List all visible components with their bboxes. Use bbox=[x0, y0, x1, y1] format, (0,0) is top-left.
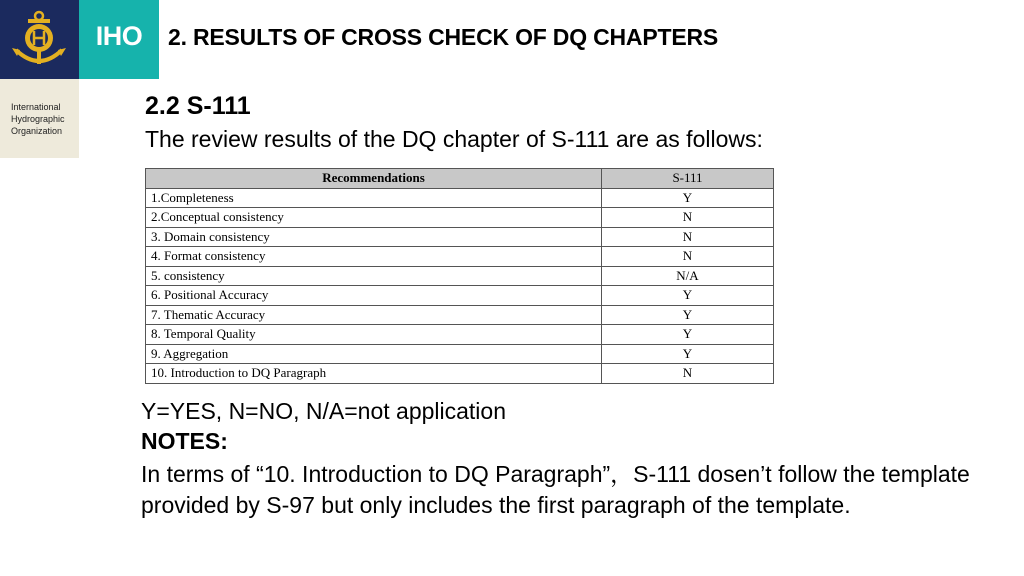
dq-results-table bbox=[145, 168, 774, 384]
table-row bbox=[146, 344, 774, 364]
result-cell: N/A bbox=[602, 266, 774, 286]
recommendation-cell: 6. Positional Accuracy bbox=[146, 286, 602, 306]
recommendation-cell: 7. Thematic Accuracy bbox=[146, 305, 602, 325]
recommendation-cell: 8. Temporal Quality bbox=[146, 325, 602, 345]
table-row bbox=[146, 208, 774, 228]
recommendation-cell: 3. Domain consistency bbox=[146, 227, 602, 247]
result-cell: N bbox=[602, 364, 774, 384]
table-row bbox=[146, 247, 774, 267]
legend-text: Y=YES, N=NO, N/A=not application bbox=[141, 398, 507, 424]
result-cell: N bbox=[602, 227, 774, 247]
result-cell: Y bbox=[602, 305, 774, 325]
result-cell: Y bbox=[602, 286, 774, 306]
page-title: 2. RESULTS OF CROSS CHECK OF DQ CHAPTERS bbox=[168, 24, 719, 50]
org-line-2: Hydrographic bbox=[11, 114, 65, 124]
table-row bbox=[146, 325, 774, 345]
organization-name bbox=[0, 79, 79, 158]
result-cell: Y bbox=[602, 344, 774, 364]
iho-logo bbox=[79, 0, 159, 79]
recommendation-cell: 9. Aggregation bbox=[146, 344, 602, 364]
result-cell: N bbox=[602, 247, 774, 267]
notes-title: NOTES: bbox=[141, 428, 228, 454]
recommendation-cell: 2.Conceptual consistency bbox=[146, 208, 602, 228]
section-intro: The review results of the DQ chapter of S-111 are as follows: bbox=[145, 126, 763, 152]
recommendation-cell: 10. Introduction to DQ Paragraph bbox=[146, 364, 602, 384]
table-row bbox=[146, 188, 774, 208]
table-row bbox=[146, 227, 774, 247]
table-header-row bbox=[146, 169, 774, 189]
recommendation-cell: 5. consistency bbox=[146, 266, 602, 286]
anchor-emblem-icon bbox=[8, 6, 70, 72]
header-s111: S-111 bbox=[602, 169, 774, 189]
table-row bbox=[146, 305, 774, 325]
table-row bbox=[146, 364, 774, 384]
recommendation-cell: 4. Format consistency bbox=[146, 247, 602, 267]
notes-body: In terms of “10. Introduction to DQ Paragraph”，S-111 dosen’t follow the template provided by S-97 but only includes the first paragraph of the template. bbox=[141, 461, 970, 518]
org-line-1: International bbox=[11, 102, 61, 112]
iho-logo-text: IHO bbox=[95, 21, 143, 51]
org-line-3: Organization bbox=[11, 126, 63, 136]
table-row bbox=[146, 266, 774, 286]
emblem-logo bbox=[0, 0, 79, 79]
table-row bbox=[146, 286, 774, 306]
result-cell: N bbox=[602, 208, 774, 228]
result-cell: Y bbox=[602, 188, 774, 208]
header-recommendations: Recommendations bbox=[146, 169, 602, 189]
recommendation-cell: 1.Completeness bbox=[146, 188, 602, 208]
result-cell: Y bbox=[602, 325, 774, 345]
section-title: 2.2 S-111 bbox=[145, 92, 251, 120]
